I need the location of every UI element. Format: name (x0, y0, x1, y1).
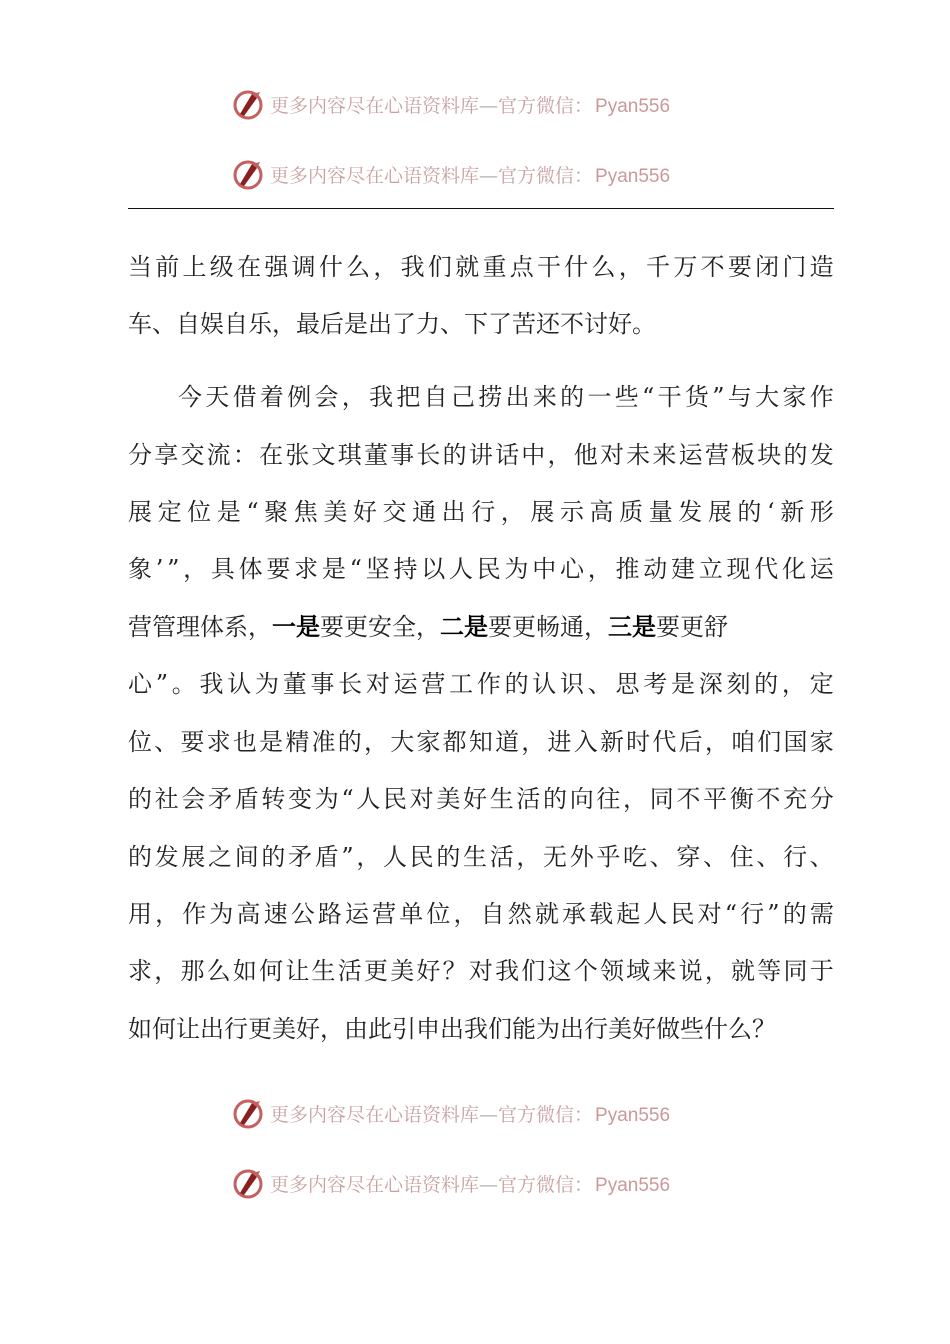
text-line: 车、自娱自乐，最后是出了力、下了苦还不讨好。 (128, 310, 656, 338)
text-line: 象 ’ ” ， 具 体 要 求 是 “ 坚 持 以 人 民 为 中 心 ， 推 动 建 立 现 代 化 运 (128, 555, 834, 583)
watermark-footer-1 (230, 1093, 750, 1133)
emphasis-second: 二是 (440, 612, 488, 641)
text-line: 用 ， 作 为 高 速 公 路 运 营 单 位 ， 自 然 就 承 载 起 人 民 对 “ 行 ” 的 需 (128, 900, 834, 928)
header-rule (128, 208, 834, 209)
text-line: 营管理体系，一是要更安全，二是要更畅通，三是要更舒 (128, 612, 728, 641)
watermark-text: 更多内容尽在心语资料库—官方微信： Pyan556 (270, 1173, 671, 1196)
text-line: 位 、 要 求 也 是 精 准 的 ， 大 家 都 知 道 ， 进 入 新 时 代 后 ， 咱 们 国 家 (128, 728, 834, 756)
text-line: 的 社 会 矛 盾 转 变 为 “ 人 民 对 美 好 生 活 的 向 往 ， 同 不 平 衡 不 充 分 (128, 785, 834, 813)
text-line: 求 ， 那 么 如 何 让 生 活 更 美 好 ？ 对 我 们 这 个 领 域 来 说 ， 就 等 同 于 (128, 957, 834, 985)
watermark-text: 更多内容尽在心语资料库—官方微信： Pyan556 (270, 164, 671, 187)
text-line: 的 发 展 之 间 的 矛 盾 ” ， 人 民 的 生 活 ， 无 外 乎 吃 、 穿 、 住 、 行 、 (128, 843, 834, 871)
text-line: 如何让出行更美好，由此引申出我们能为出行美好做些什么？ (128, 1015, 776, 1043)
text-line: 分 享 交 流 ： 在 张 文 琪 董 事 长 的 讲 话 中 ， 他 对 未 来 运 营 板 块 的 发 (128, 441, 834, 469)
text-line: 今 天 借 着 例 会 ， 我 把 自 己 捞 出 来 的 一 些 “ 干 货 ” 与 大 家 作 (178, 383, 834, 411)
text-line: 当 前 上 级 在 强 调 什 么 ， 我 们 就 重 点 干 什 么 ， 千 万 不 要 闭 门 造 (128, 253, 834, 281)
watermark-header-1 (230, 84, 750, 124)
text-line: 心 ” 。 我 认 为 董 事 长 对 运 营 工 作 的 认 识 、 思 考 是 深 刻 的 ， 定 (128, 670, 834, 698)
text-line: 展 定 位 是 “ 聚 焦 美 好 交 通 出 行 ， 展 示 高 质 量 发 展 的 ‘ 新 形 (128, 498, 834, 526)
pen-nib-circle-icon (230, 156, 266, 192)
pen-nib-circle-icon (230, 1165, 266, 1201)
emphasis-first: 一是 (272, 612, 320, 641)
pen-nib-circle-icon (230, 86, 266, 122)
watermark-header-2 (230, 154, 750, 194)
pen-nib-circle-icon (230, 1095, 266, 1131)
emphasis-third: 三是 (608, 612, 656, 641)
watermark-text: 更多内容尽在心语资料库—官方微信： Pyan556 (270, 1103, 671, 1126)
watermark-text: 更多内容尽在心语资料库—官方微信： Pyan556 (270, 94, 671, 117)
watermark-footer-2 (230, 1163, 750, 1203)
